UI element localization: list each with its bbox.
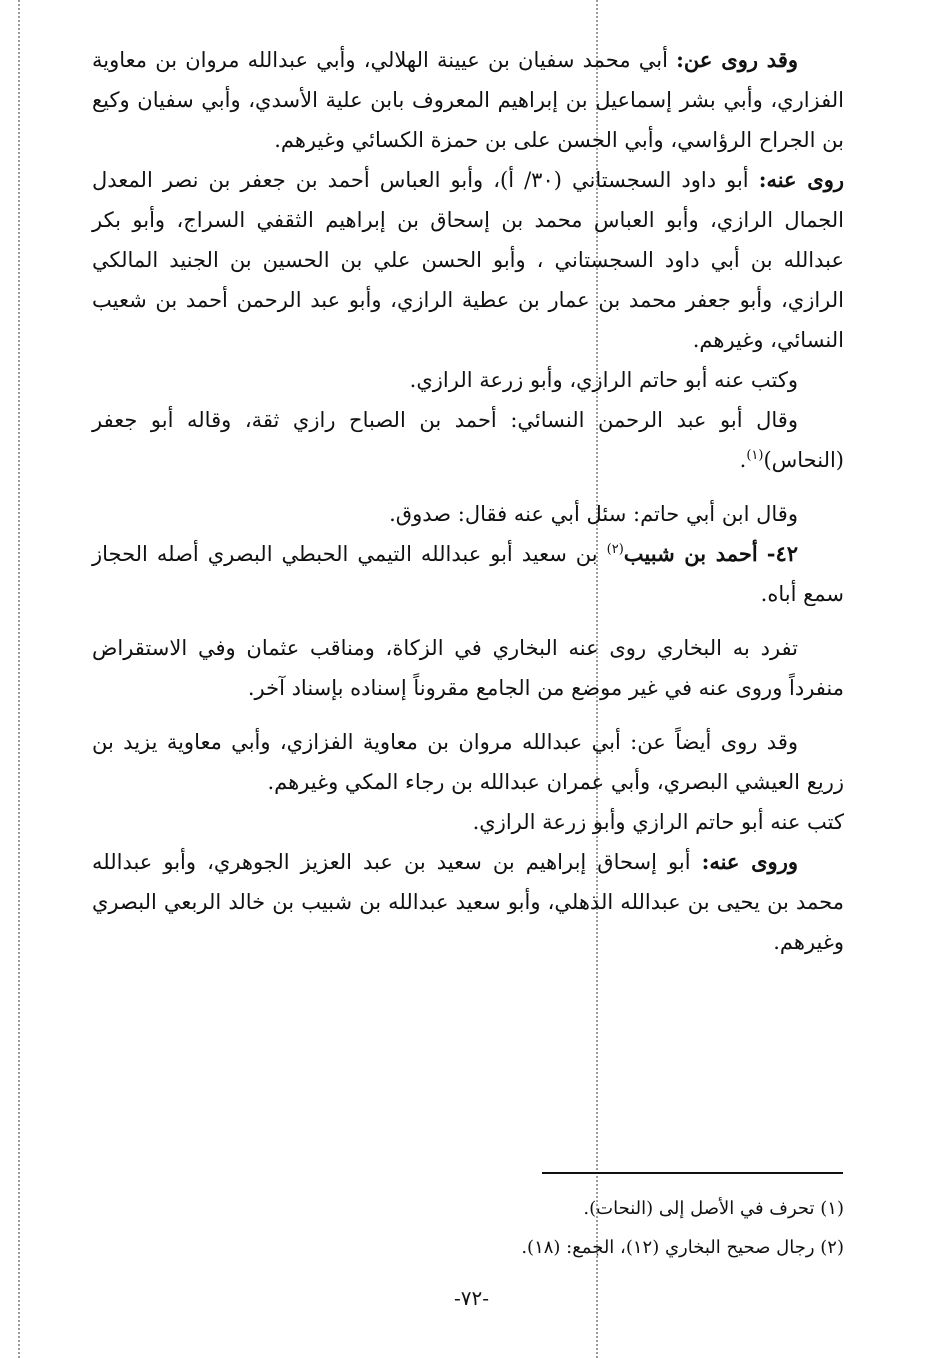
narrators-to-label: روى عنه: [758,167,844,192]
bukhari-paragraph: تفرد به البخاري روى عنه البخاري في الزكاة، ومناقب عثمان وفي الاستقراض منفرداً وروى عنه في غير موضع من الجامع مقروناً إسناده بإسناد آخر. [92,636,844,700]
narrators-to-paragraph [92,160,844,360]
entry-42-paragraph [92,534,844,614]
page-number: -٧٢- [453,1286,489,1310]
footnote-2-text: رجال صحيح البخاري (١٢)، الجمع: (١٨). [521,1237,815,1258]
footnote-1-number: (١) [820,1198,844,1219]
footnote-2-number: (٢) [820,1237,844,1258]
wrote-from-2-paragraph: كتب عنه أبو حاتم الرازي وأبو زرعة الرازي. [472,810,844,834]
nasai-end: . [739,448,747,472]
wrote-from-paragraph: وكتب عنه أبو حاتم الرازي، وأبو زرعة الرازي. [409,368,798,392]
entry-text: بن سعيد أبو عبدالله التيمي الحبطي البصري أصله الحجاز سمع أباه. [92,542,844,606]
narrated-by-text: أبو إسحاق إبراهيم بن سعيد بن عبد العزيز الجوهري، وأبو عبدالله محمد بن يحيى بن عبدالله الذهلي، وأبو سعيد عبدالله بن شبيب بن خالد الربعي البصري وغيرهم. [92,850,844,954]
narrated-by-label: وروى عنه: [701,849,798,874]
footnote-ref-2: (٢) [606,542,624,557]
footnote-separator [542,1172,843,1174]
narrators-from-text: أبي محمد سفيان بن عيينة الهلالي، وأبي عبدالله مروان بن معاوية الفزاري، وأبي بشر إسماعيل بن إبراهيم المعروف بابن علية الأسدي، وأبي سفيان وكيع بن الجراح الرؤاسي، وأبي الحسن على بن حمزة الكسائي وغيرهم. [92,48,844,152]
entry-name: أحمد بن شبيب [623,541,758,566]
nasai-quote: وقال أبو عبد الرحمن النسائي: أحمد بن الصباح رازي ثقة، وقاله أبو جعفر (النحاس) [92,408,844,472]
entry-number: ٤٢- [766,541,799,566]
also-narrated-paragraph: وقد روى أيضاً عن: أبي عبدالله مروان بن معاوية الفزازي، وأبي معاوية يزيد بن زريع العيشي البصري، وأبي عمران عبدالله بن رجاء المكي وغيرهم. [92,730,844,794]
narrators-to-text: أبو داود السجستاني (٣٠/ أ)، وأبو العباس أحمد بن جعفر بن نصر المعدل الجمال الرازي، وأبو العباس محمد بن إسحاق بن إبراهيم الثقفي السراج، وأبو بكر عبدالله بن أبي داود السجستاني ، وأبو الحسن علي بن الحسين بن الجنيد المالكي الرازي، وأبو جعفر محمد بن عمار بن عطية الرازي، وأبو عبد الرحمن أحمد بن شعيب النسائي، وغيرهم. [92,168,844,352]
footnote-2 [92,1233,844,1263]
narrated-by-paragraph [92,842,844,962]
footnote-1 [92,1194,844,1224]
narrators-from-paragraph [92,40,844,160]
abi-hatim-paragraph: وقال ابن أبي حاتم: سئل أبي عنه فقال: صدوق. [389,502,798,526]
narrators-from-label: وقد روى عن: [676,47,799,72]
page-body [92,40,844,962]
footnote-1-text: تحرف في الأصل إلى (النحات). [583,1198,815,1219]
margin-guide-left [18,0,20,1358]
nasai-paragraph [92,400,844,480]
footnote-ref-1: (١) [746,448,764,463]
